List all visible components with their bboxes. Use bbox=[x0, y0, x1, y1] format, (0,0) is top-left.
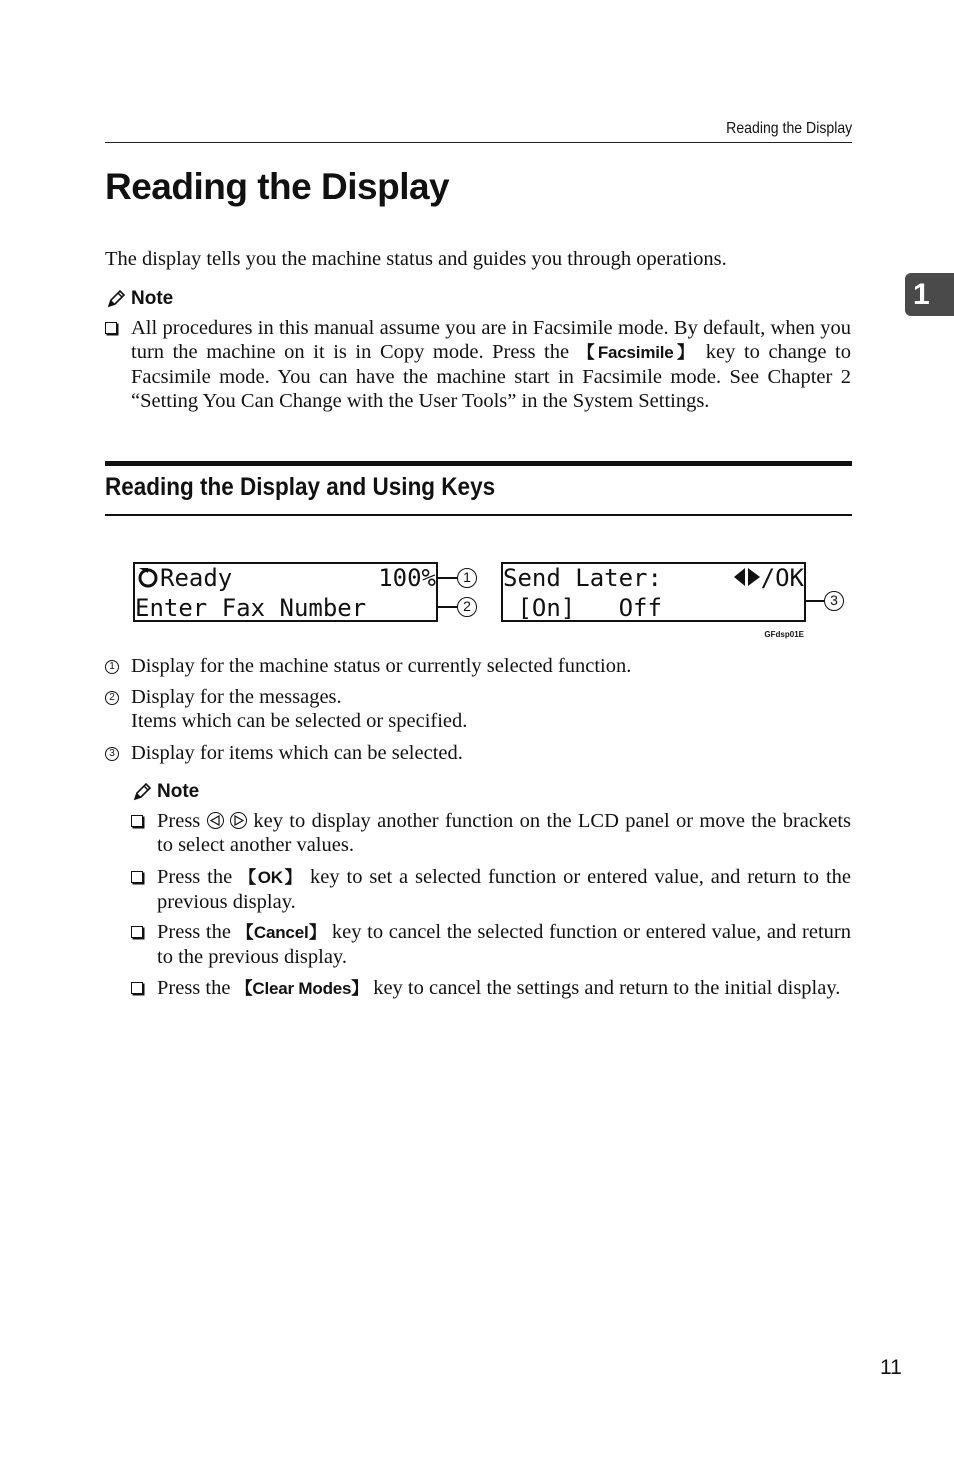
item-number: 1 bbox=[105, 660, 119, 674]
note-text-post: key to change to Facsimile mode. You can have the machine start in Facsimile mode. See Chapter 2 “Setting You Can Change with the User Tools” in the System Settings. bbox=[131, 341, 851, 412]
item-text: Display for items which can be selected. bbox=[131, 742, 463, 764]
note-item-text bbox=[157, 920, 851, 969]
note-text-pre: Press bbox=[157, 810, 207, 832]
lcd-line-1 bbox=[135, 563, 232, 593]
callout-leader-3 bbox=[806, 600, 824, 602]
note-text-post: key to display another function on the LCD panel or move the brackets to select another values. bbox=[157, 810, 851, 856]
lcd-options-text: [On] Off bbox=[503, 594, 662, 622]
note-item bbox=[131, 865, 852, 914]
callout-marker-3: 3 bbox=[824, 591, 844, 611]
checkbox-bullet-icon bbox=[131, 871, 143, 883]
note-item-text bbox=[157, 976, 851, 1001]
facsimile-key-label: 【Facsimile】 bbox=[577, 343, 698, 362]
item-text: Display for the machine status or currently selected function. bbox=[131, 655, 632, 677]
callout-item-3 bbox=[105, 741, 463, 765]
note-item-text bbox=[157, 809, 851, 857]
note-item-text bbox=[157, 865, 851, 914]
left-arrow-key-icon bbox=[207, 812, 224, 829]
checkbox-bullet-icon bbox=[131, 982, 143, 994]
intro-paragraph: The display tells you the machine status and guides you through operations. bbox=[105, 248, 727, 270]
note-item bbox=[131, 920, 852, 969]
callout-leader-2 bbox=[437, 606, 457, 608]
note-text-pre: Press the bbox=[157, 977, 236, 999]
lcd-percent-text: 100% bbox=[378, 564, 436, 592]
pencil-icon bbox=[105, 288, 127, 310]
note-text-pre: Press the bbox=[157, 921, 237, 943]
clear-modes-key-label: 【Clear Modes】 bbox=[235, 979, 369, 998]
chapter-tab: 1 bbox=[905, 273, 954, 316]
note-item bbox=[105, 316, 852, 413]
right-arrow-key-icon bbox=[230, 812, 247, 829]
ok-key-label: 【OK】 bbox=[239, 868, 304, 887]
running-head-text: Reading the Display bbox=[725, 120, 852, 137]
lcd-display-status bbox=[133, 562, 438, 622]
item-text-line: Items which can be selected or specified. bbox=[131, 710, 468, 732]
callout-item-2 bbox=[105, 685, 467, 733]
section-rule-bottom bbox=[105, 514, 852, 516]
refresh-icon bbox=[136, 565, 160, 589]
cancel-key-label: 【Cancel】 bbox=[236, 923, 327, 942]
lcd-message-text: Enter Fax Number bbox=[135, 594, 367, 622]
note-text-post: key to cancel the selected function or entered value, and return to the previous display. bbox=[157, 921, 852, 968]
callout-item-1 bbox=[105, 654, 631, 678]
pencil-icon bbox=[131, 781, 153, 803]
figure-code: GFdsp01E bbox=[764, 630, 804, 639]
page-number: 11 bbox=[880, 1356, 902, 1379]
item-text-line: Display for the messages. bbox=[131, 686, 342, 708]
lcd-function-text: Send Later: bbox=[503, 564, 662, 592]
note-label: Note bbox=[157, 781, 200, 802]
section-title bbox=[105, 473, 538, 502]
item-number: 3 bbox=[105, 747, 119, 761]
lcd-ok-text: /OK bbox=[760, 564, 804, 592]
lcd-display-options bbox=[501, 562, 806, 622]
lcd-nav-indicator bbox=[733, 563, 804, 593]
checkbox-bullet-icon bbox=[105, 322, 117, 334]
callout-leader-1 bbox=[437, 577, 457, 579]
note-heading bbox=[105, 288, 173, 310]
callout-marker-1: 1 bbox=[457, 568, 477, 588]
callout-marker-2: 2 bbox=[457, 597, 477, 617]
checkbox-bullet-icon bbox=[131, 926, 143, 938]
note-item bbox=[131, 809, 852, 857]
running-head bbox=[105, 118, 852, 143]
item-number: 2 bbox=[105, 691, 119, 705]
item-text bbox=[131, 685, 467, 733]
section-rule-top bbox=[105, 461, 852, 466]
note-text-post: key to set a selected function or entered value, and return to the previous display. bbox=[157, 866, 851, 913]
checkbox-bullet-icon bbox=[131, 815, 143, 827]
note-item-text bbox=[131, 316, 851, 413]
lcd-status-text: Ready bbox=[160, 564, 233, 592]
note-text-post: key to cancel the settings and return to the initial display. bbox=[368, 977, 841, 999]
left-right-arrows-icon bbox=[733, 566, 761, 588]
note-heading bbox=[131, 781, 199, 803]
note-item bbox=[131, 976, 852, 1001]
page-title: Reading the Display bbox=[105, 166, 450, 207]
note-label: Note bbox=[131, 288, 174, 309]
note-text-pre: Press the bbox=[157, 866, 240, 888]
section-title-text: Reading the Display and Using Keys bbox=[105, 473, 496, 501]
note-text-pre: All procedures in this manual assume you are in Facsimile mode. By default, when you turn the machine on it is in Copy mode. Press the bbox=[131, 317, 851, 363]
